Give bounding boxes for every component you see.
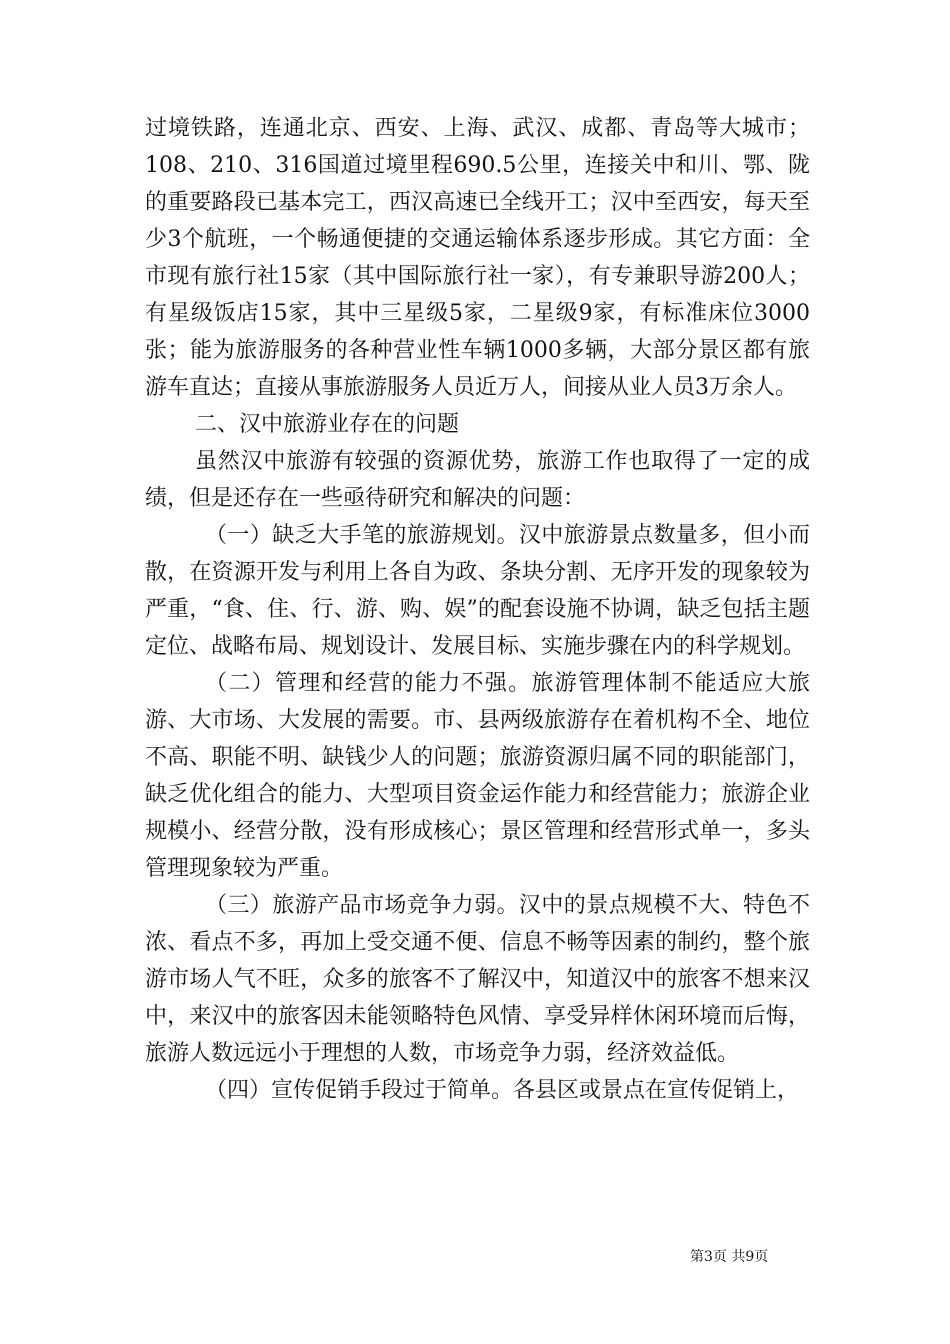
footer-middle: 页 共 xyxy=(712,1249,746,1265)
paragraph-problem-1-planning: （一）缺乏大手笔的旅游规划。汉中旅游景点数量多，但小而散，在资源开发与利用上各自为政、条块分割、无序开发的现象较为严重，“食、住、行、游、购、娱”的配套设施不协调，缺乏包括主题定位、战略布局、规划设计、发展目标、实施步骤在内的科学规划。 xyxy=(145,523,810,659)
paragraph-transport-and-facilities: 过境铁路，连通北京、西安、上海、武汉、成都、青岛等大城市；108、210、316国道过境里程690.5公里，连接关中和川、鄂、陇的重要路段已基本完工，西汉高速已全线开工；汉中至西安，每天至少3个航班，一个畅通便捷的交通运输体系逐步形成。其它方面：全市现有旅行社15家（其中国际旅行社一家），有专兼职导游200人；有星级饭店15家，其中三星级5家，二星级9家，有标准床位3000张；能为旅游服务的各种营业性车辆1000多辆，大部分景区都有旅游车直达；直接从事旅游服务人员近万人，间接从业人员3万余人。 xyxy=(145,116,810,400)
paragraph-problem-4-promotion: （四）宣传促销手段过于简单。各县区或景点在宣传促销上， xyxy=(205,1078,800,1103)
section-heading-problems: 二、汉中旅游业存在的问题 xyxy=(195,412,460,437)
paragraph-problem-2-management: （二）管理和经营的能力不强。旅游管理体制不能适应大旅游、大市场、大发展的需要。市、县两级旅游存在着机构不全、地位不高、职能不明、缺钱少人的问题；旅游资源归属不同的职能部门，缺乏优化组合的能力、大型项目资金运作能力和经营能力；旅游企业规模小、经营分散，没有形成核心；景区管理和经营形式单一，多头管理现象较为严重。 xyxy=(145,671,810,881)
paragraph-problem-3-competitiveness: （三）旅游产品市场竞争力弱。汉中的景点规模不大、特色不浓、看点不多，再加上受交通不便、信息不畅等因素的制约，整个旅游市场人气不旺，众多的旅客不了解汉中，知道汉中的旅客不想来汉中，来汉中的旅客因未能领略特色风情、享受异样休闲环境而后悔，旅游人数远远小于理想的人数，市场竞争力弱，经济效益低。 xyxy=(145,893,810,1066)
footer-prefix: 第 xyxy=(690,1249,704,1265)
footer-suffix: 页 xyxy=(754,1249,769,1265)
document-body xyxy=(145,110,810,1109)
page-number-footer xyxy=(690,1247,768,1267)
footer-total-pages: 9 xyxy=(745,1249,755,1265)
footer-current-page: 3 xyxy=(704,1249,713,1265)
paragraph-problems-intro: 虽然汉中旅游有较强的资源优势，旅游工作也取得了一定的成绩，但是还存在一些亟待研究和解决的问题： xyxy=(145,449,810,511)
